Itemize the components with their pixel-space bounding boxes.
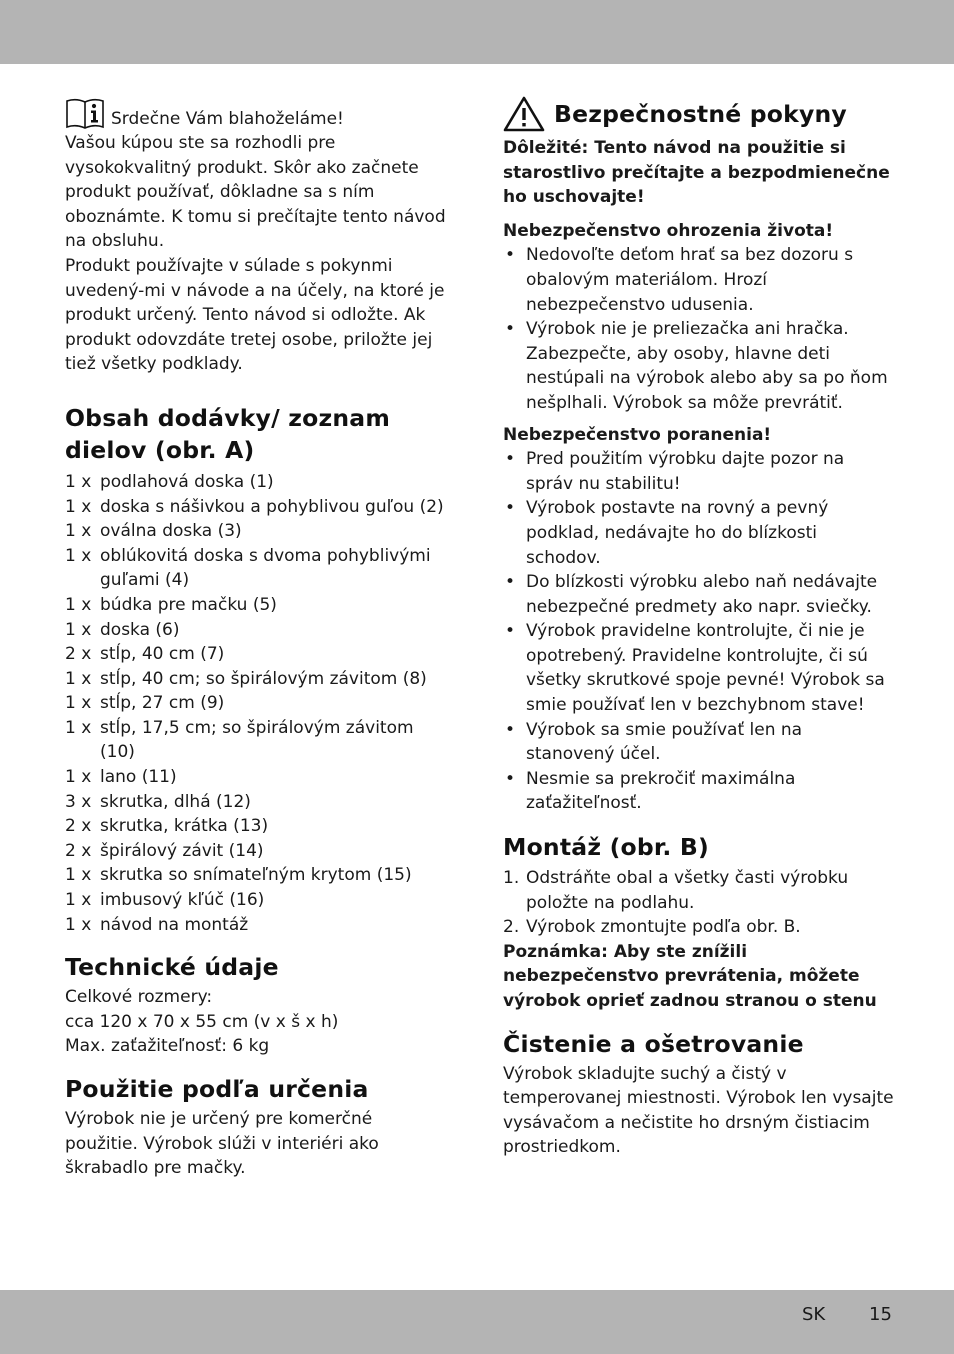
cleaning-text: Výrobok skladujte suchý a čistý v temperovanej miestnosti. Výrobok len vysajte vysávačom a nečistite ho drsným čistiacim prostriedkom. — [503, 1063, 894, 1158]
life-danger-list — [503, 243, 895, 415]
list-item: 1 x doska s nášivkou a pohyblivou guľou (2) — [65, 496, 444, 517]
list-item: 1. Odstráňte obal a všetky časti výrobku položte na podlahu. — [503, 868, 849, 913]
injury-danger-list — [503, 447, 895, 816]
safety-heading-row — [503, 96, 895, 132]
list-item: 2 x skrutka, krátka (13) — [65, 816, 269, 837]
list-item: 1 x oválna doska (3) — [65, 521, 242, 542]
list-item: 2 x špirálový závit (14) — [65, 840, 264, 861]
list-item: • Pred použitím výrobku dajte pozor na správ nu stabilitu! — [503, 447, 895, 496]
list-item: 2 x stĺp, 40 cm (7) — [65, 644, 225, 665]
list-item: 1 x stĺp, 17,5 cm; so špirálovým závitom (10) — [65, 717, 414, 763]
list-item: 1 x oblúkovitá doska s dvoma pohyblivými guľami (4) — [65, 545, 431, 591]
list-item: • Výrobok sa smie používať len na stanovený účel. — [503, 718, 895, 767]
list-item: 1 x skrutka so snímateľným krytom (15) — [65, 865, 412, 886]
list-item: • Výrobok nie je preliezačka ani hračka. Zabezpečte, aby osoby, hlavne deti nestúpali na výrobok alebo aby sa po ňom nešplhali. Výrobok sa môže prevrátiť. — [503, 317, 895, 415]
contents-heading: Obsah dodávky/ zoznam dielov (obr. A) — [65, 403, 391, 464]
page-number: 15 — [869, 1304, 892, 1325]
list-item: 1 x podlahová doska (1) — [65, 471, 274, 492]
footer-language: SK — [802, 1304, 826, 1325]
tech-line-1: Celkové rozmery: — [65, 987, 213, 1008]
contents-list — [65, 470, 450, 937]
list-item: • Nedovoľte deťom hrať sa bez dozoru s obalovým materiálom. Hrozí nebezpečenstvo udusenia. — [503, 243, 895, 317]
list-item: 1 x návod na montáž — [65, 914, 249, 935]
usage-text: Výrobok nie je určený pre komerčné použitie. Výrobok slúži v interiéri ako škrabadlo pre mačky. — [65, 1109, 379, 1179]
tech-line-2: cca 120 x 70 x 55 cm (v x š x h) — [65, 1011, 339, 1032]
safety-heading: Bezpečnostné pokyny — [554, 100, 847, 128]
header-bar — [0, 0, 954, 64]
list-item: 2. Výrobok zmontujte podľa obr. B. — [503, 917, 801, 938]
assembly-note: Poznámka: Aby ste znížili nebezpečenstvo prevrátenia, môžete výrobok oprieť zadnou stranou o stenu — [503, 941, 877, 1011]
list-item: 1 x búdka pre mačku (5) — [65, 594, 277, 615]
intro-heading — [65, 96, 450, 131]
list-item: 1 x lano (11) — [65, 767, 177, 788]
list-item: • Nesmie sa prekročiť maximálna zaťažiteľnosť. — [503, 767, 895, 816]
left-column — [65, 96, 450, 1181]
list-item: 1 x doska (6) — [65, 619, 180, 640]
usage-heading: Použitie podľa určenia — [65, 1075, 369, 1103]
injury-danger-heading: Nebezpečenstvo poranenia! — [503, 424, 772, 445]
list-item: • Výrobok pravidelne kontrolujte, či nie je opotrebený. Pravidelne kontrolujte, či sú všetky skrutkové spoje pevné! Výrobok sa smie používať len v bezchybnom stave! — [503, 619, 895, 717]
intro-paragraph-1: Vašou kúpou ste sa rozhodli pre vysokokvalitný produkt. Skôr ako začnete produkt používať, dôkladne sa s ním oboznámte. K tomu si prečítajte tento návod na obsluhu. — [65, 133, 446, 252]
list-item: 1 x stĺp, 40 cm; so špirálovým závitom (8) — [65, 668, 427, 689]
list-item: 3 x skrutka, dlhá (12) — [65, 791, 251, 812]
warning-icon — [503, 96, 545, 132]
tech-line-3: Max. zaťažiteľnosť: 6 kg — [65, 1036, 270, 1057]
assembly-steps — [503, 866, 895, 940]
list-item: • Výrobok postavte na rovný a pevný podklad, nedávajte ho do blízkosti schodov. — [503, 496, 895, 570]
right-column — [503, 96, 895, 1160]
life-danger-heading: Nebezpečenstvo ohrozenia života! — [503, 220, 834, 241]
assembly-heading: Montáž (obr. B) — [503, 833, 709, 862]
intro-greeting: Srdečne Vám blahoželáme! — [111, 109, 344, 129]
tech-heading: Technické údaje — [65, 953, 279, 982]
safety-important: Dôležité: Tento návod na použitie si starostlivo prečítajte a bezpodmienečne ho uschovajte! — [503, 138, 890, 208]
intro-paragraph-2: Produkt používajte v súlade s pokynmi uvedený-mi v návode a na účely, na ktoré je produkt určený. Tento návod si odložte. Ak produkt odovzdáte tretej osobe, priložte jej tiež všetky podklady. — [65, 255, 445, 375]
cleaning-heading: Čistenie a ošetrovanie — [503, 1029, 804, 1058]
list-item: • Do blízkosti výrobku alebo naň nedávajte nebezpečné predmety ako napr. sviečky. — [503, 570, 895, 619]
list-item: 1 x stĺp, 27 cm (9) — [65, 693, 225, 714]
manual-info-icon — [65, 97, 105, 131]
list-item: 1 x imbusový kľúč (16) — [65, 890, 265, 911]
